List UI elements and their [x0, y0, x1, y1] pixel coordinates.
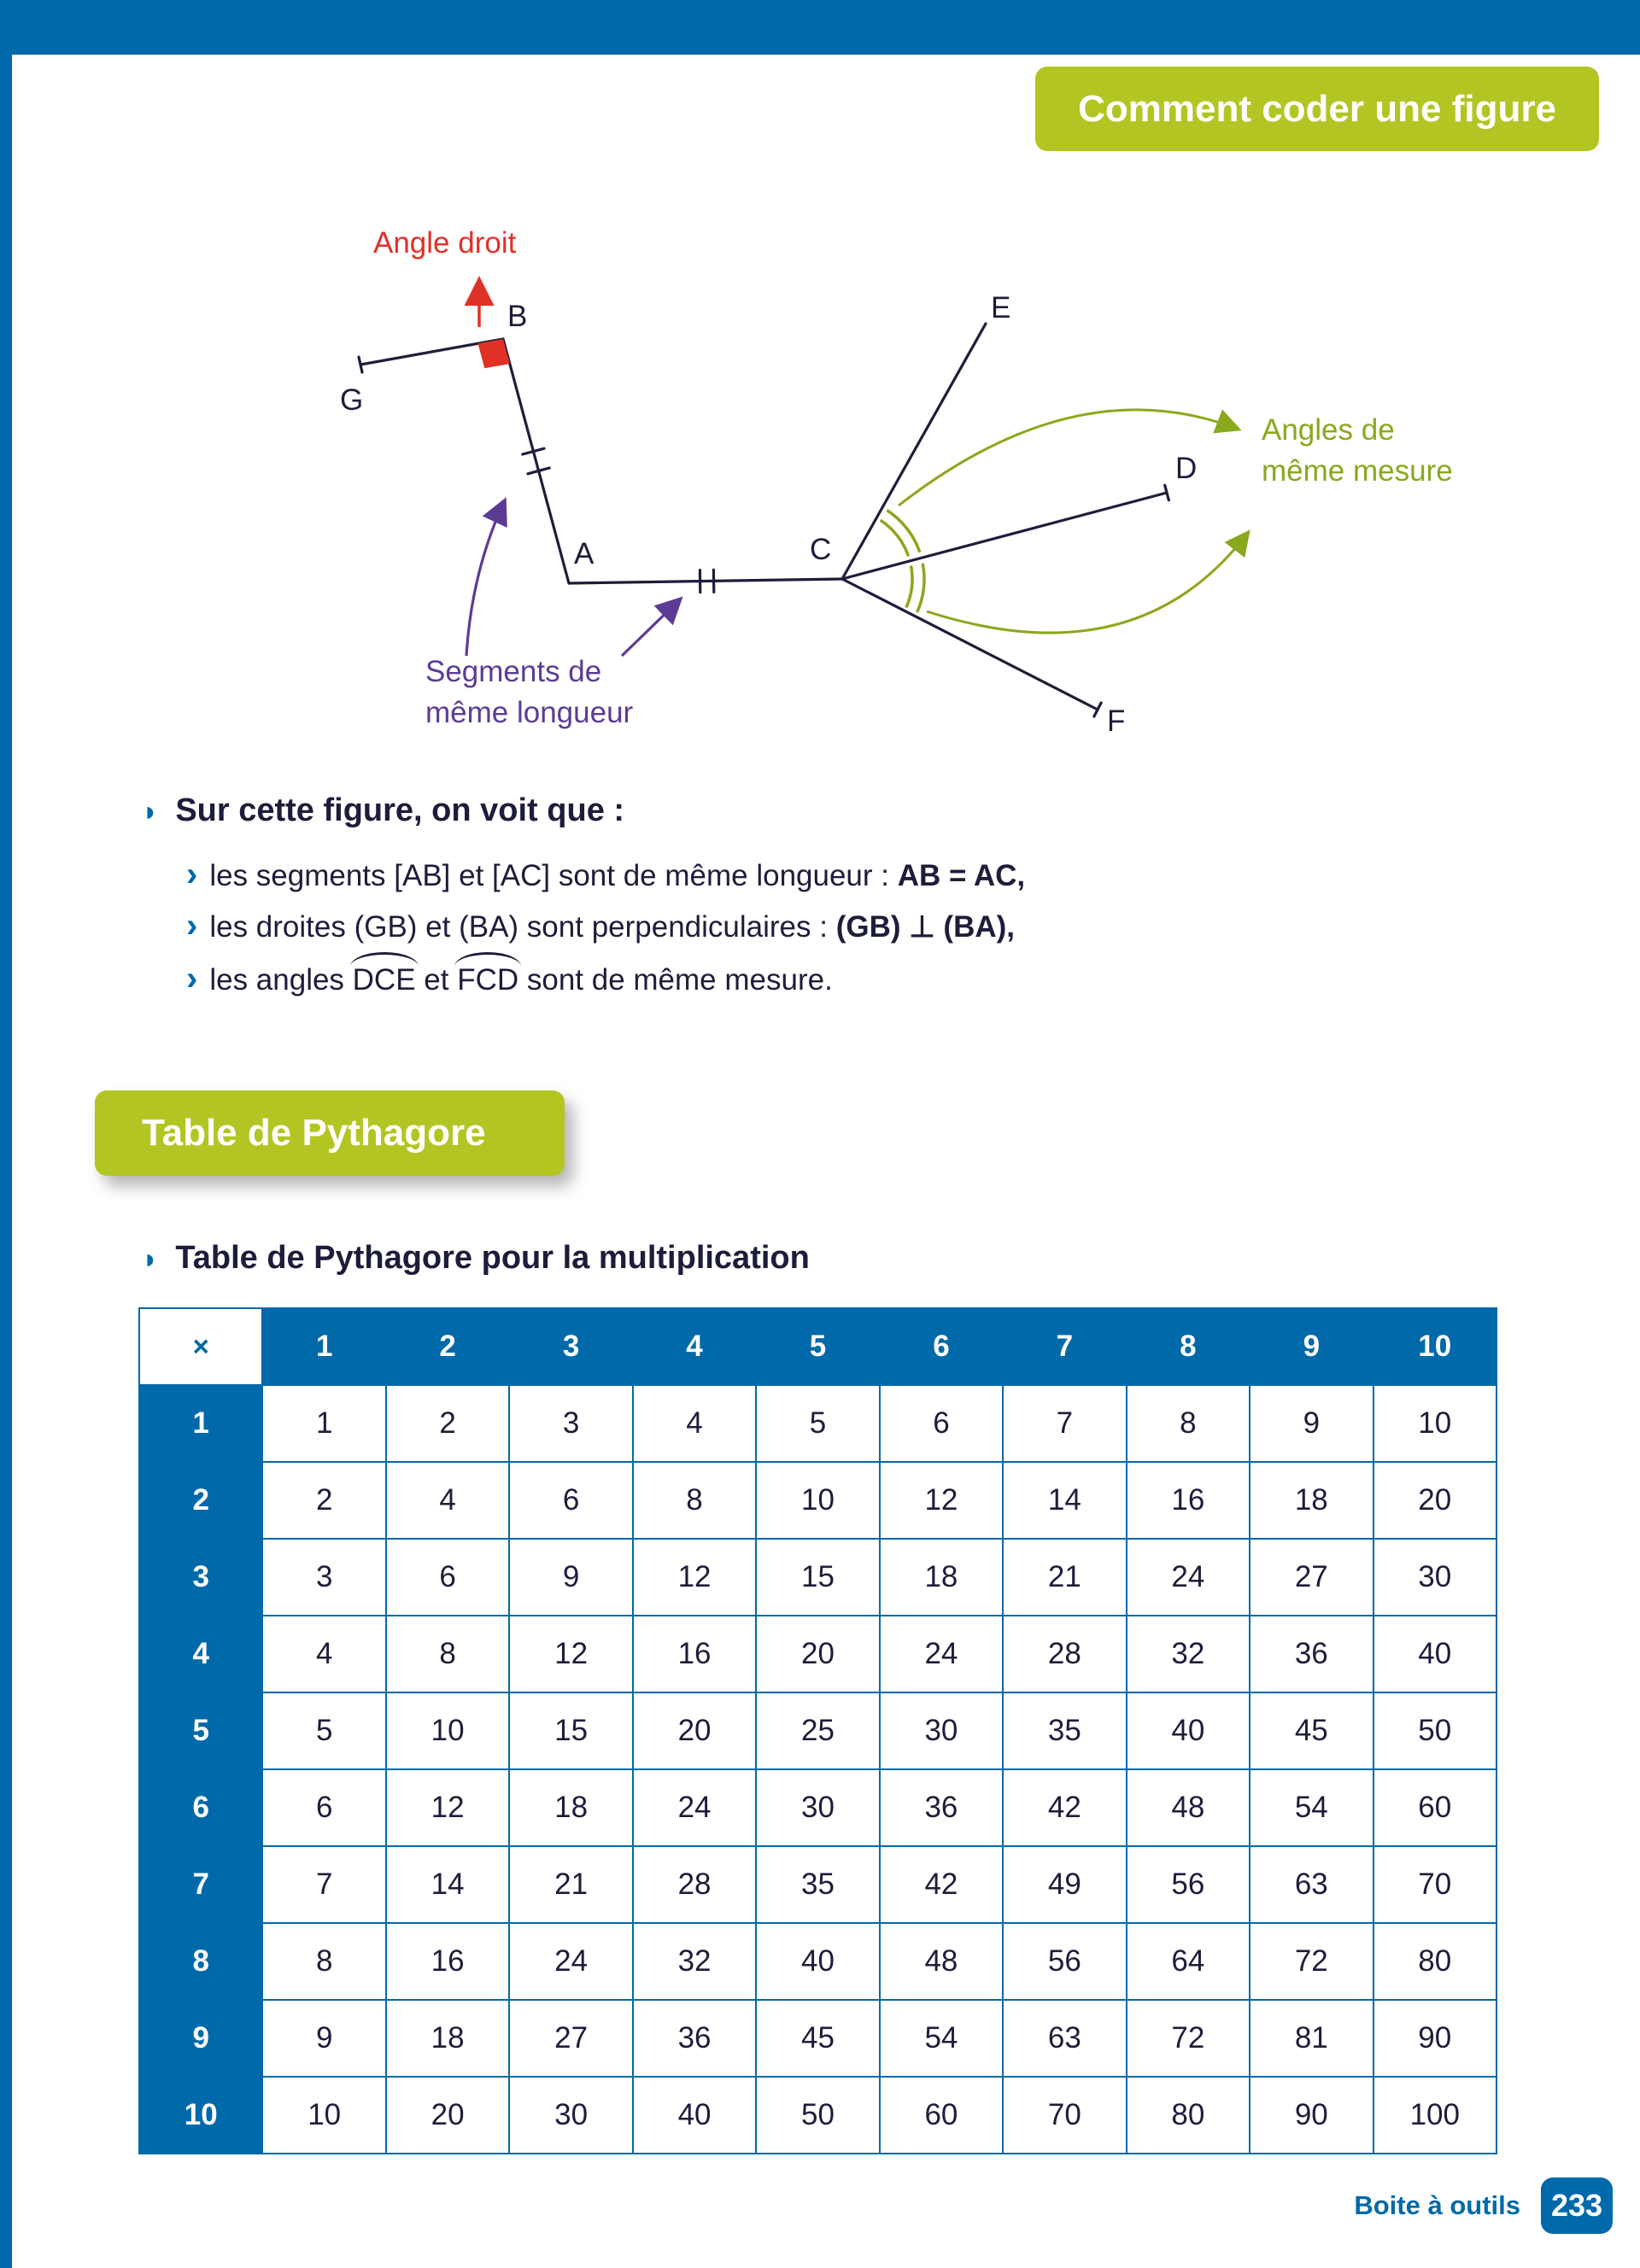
table-row-header: 7: [139, 1846, 262, 1923]
table-cell: 10: [756, 1462, 879, 1539]
table-cell: 12: [386, 1769, 509, 1846]
table-cell: 50: [1374, 1692, 1496, 1769]
table-cell: 15: [509, 1692, 632, 1769]
table-col-header: 4: [633, 1308, 756, 1385]
table-cell: 10: [1374, 1385, 1496, 1462]
footer-label: Boite à outils: [1354, 2190, 1520, 2220]
table-cell: 45: [1250, 1692, 1373, 1769]
table-cell: 80: [1127, 2077, 1250, 2154]
point-label-d: D: [1175, 452, 1198, 485]
table-cell: 4: [262, 1616, 385, 1692]
table-cell: 8: [386, 1616, 509, 1692]
table-cell: 20: [386, 2077, 509, 2154]
chevron-icon: ›: [186, 907, 198, 944]
table-header-row: [139, 1308, 1496, 1385]
table-body: [139, 1385, 1496, 2154]
table-cell: 18: [880, 1539, 1003, 1616]
table-cell: 70: [1374, 1846, 1496, 1923]
table-row-header: 1: [139, 1385, 262, 1462]
table-row: [139, 1616, 1496, 1692]
chevron-icon: ›: [186, 856, 198, 893]
table-cell: 12: [880, 1462, 1003, 1539]
table-cell: 50: [756, 2077, 879, 2154]
point-label-g: G: [340, 383, 364, 417]
equal-angle-arrows: [899, 410, 1247, 633]
table-cell: 70: [1003, 2077, 1126, 2154]
observation-formula: (GB) ⊥ (BA),: [835, 910, 1016, 944]
table-cell: 56: [1003, 1923, 1126, 2000]
table-col-header: 1: [262, 1308, 385, 1385]
table-cell: 54: [880, 2000, 1003, 2077]
table-cell: 60: [1374, 1769, 1496, 1846]
table-cell: 54: [1250, 1769, 1373, 1846]
equal-angle-arcs: [881, 511, 924, 613]
table-cell: 60: [880, 2077, 1003, 2154]
table-cell: 20: [633, 1692, 756, 1769]
table-cell: 24: [880, 1616, 1003, 1692]
geometry-figure: [0, 0, 1640, 769]
equal-segments-label-line1: Segments de: [425, 655, 602, 688]
table-col-header: 6: [880, 1308, 1003, 1385]
table-cell: 7: [1003, 1385, 1126, 1462]
table-cell: 8: [1127, 1385, 1250, 1462]
pythagore-badge-label: Table de Pythagore: [142, 1112, 486, 1154]
page-number: 233: [1550, 2188, 1603, 2223]
observation-item-1: [186, 856, 1025, 894]
observation-text: les droites (GB) et (BA) sont perpendiculaires :: [209, 910, 836, 944]
table-cell: 14: [1003, 1462, 1126, 1539]
equal-segment-arrows: [466, 502, 679, 656]
table-cell: 9: [262, 2000, 385, 2077]
table-cell: 36: [633, 2000, 756, 2077]
table-cell: 16: [1127, 1462, 1250, 1539]
table-cell: 35: [1003, 1692, 1126, 1769]
observation-item-3: [186, 960, 833, 998]
table-cell: 5: [262, 1692, 385, 1769]
table-cell: 64: [1127, 1923, 1250, 2000]
table-row-header: 2: [139, 1462, 262, 1539]
table-cell: 10: [386, 1692, 509, 1769]
table-cell: 27: [1250, 1539, 1373, 1616]
table-cell: 90: [1374, 2000, 1496, 2077]
table-cell: 6: [386, 1539, 509, 1616]
table-cell: 90: [1250, 2077, 1373, 2154]
table-corner-cell: ×: [139, 1308, 262, 1385]
table-cell: 72: [1127, 2000, 1250, 2077]
point-label-e: E: [991, 291, 1011, 324]
table-cell: 30: [880, 1692, 1003, 1769]
table-cell: 3: [262, 1539, 385, 1616]
table-row: [139, 1539, 1496, 1616]
pythagore-table: [138, 1307, 1497, 2154]
table-row: [139, 1923, 1496, 2000]
table-cell: 6: [509, 1462, 632, 1539]
table-cell: 45: [756, 2000, 879, 2077]
table-cell: 48: [880, 1923, 1003, 2000]
table-cell: 72: [1250, 1923, 1373, 2000]
table-cell: 18: [386, 2000, 509, 2077]
table-row-header: 10: [139, 2077, 262, 2154]
table-cell: 28: [633, 1846, 756, 1923]
observations-intro-row: [142, 792, 624, 829]
table-cell: 16: [633, 1616, 756, 1692]
table-col-header: 10: [1374, 1308, 1496, 1385]
table-cell: 63: [1250, 1846, 1373, 1923]
table-cell: 24: [509, 1923, 632, 2000]
table-row: [139, 1846, 1496, 1923]
table-cell: 9: [509, 1539, 632, 1616]
table-row: [139, 2077, 1496, 2154]
table-cell: 42: [1003, 1769, 1126, 1846]
table-cell: 30: [756, 1769, 879, 1846]
table-row-header: 4: [139, 1616, 262, 1692]
table-cell: 4: [633, 1385, 756, 1462]
angle-name-dce: DCE: [352, 963, 416, 997]
observations-intro: Sur cette figure, on voit que :: [175, 792, 625, 828]
table-cell: 2: [262, 1462, 385, 1539]
table-cell: 32: [1127, 1616, 1250, 1692]
table-cell: 28: [1003, 1616, 1126, 1692]
table-col-header: 9: [1250, 1308, 1373, 1385]
point-label-a: A: [574, 537, 594, 570]
section-title: Comment coder une figure: [1078, 87, 1556, 130]
table-cell: 21: [509, 1846, 632, 1923]
table-cell: 40: [1127, 1692, 1250, 1769]
chevron-icon: ›: [186, 960, 198, 997]
table-cell: 10: [262, 2077, 385, 2154]
table-cell: 81: [1250, 2000, 1373, 2077]
table-col-header: 3: [509, 1308, 632, 1385]
pythagore-subtitle: Table de Pythagore pour la multiplication: [175, 1240, 810, 1276]
table-cell: 24: [1127, 1539, 1250, 1616]
table-cell: 14: [386, 1846, 509, 1923]
table-row-header: 6: [139, 1769, 262, 1846]
pythagore-badge: [95, 1090, 565, 1176]
table-cell: 63: [1003, 2000, 1126, 2077]
table-cell: 49: [1003, 1846, 1126, 1923]
table-row: [139, 1385, 1496, 1462]
table-cell: 30: [509, 2077, 632, 2154]
point-label-f: F: [1107, 704, 1126, 738]
table-row: [139, 2000, 1496, 2077]
table-col-header: 2: [386, 1308, 509, 1385]
table-cell: 6: [880, 1385, 1003, 1462]
table-cell: 21: [1003, 1539, 1126, 1616]
observation-text: sont de même mesure.: [518, 963, 833, 997]
table-cell: 12: [509, 1616, 632, 1692]
table-cell: 80: [1374, 1923, 1496, 2000]
table-cell: 8: [633, 1462, 756, 1539]
observation-formula: AB = AC,: [897, 859, 1026, 892]
table-cell: 9: [1250, 1385, 1373, 1462]
table-col-header: 5: [756, 1308, 879, 1385]
table-row: [139, 1769, 1496, 1846]
table-cell: 15: [756, 1539, 879, 1616]
table-cell: 1: [262, 1385, 385, 1462]
observation-item-2: [186, 907, 1015, 945]
table-cell: 25: [756, 1692, 879, 1769]
bullet-icon: ◗: [142, 1243, 159, 1274]
table-col-header: 7: [1003, 1308, 1126, 1385]
table-row-header: 5: [139, 1692, 262, 1769]
equal-angles-label-line2: même mesure: [1262, 454, 1453, 488]
equal-angles-label-line1: Angles de: [1262, 413, 1395, 447]
table-row-header: 8: [139, 1923, 262, 2000]
table-cell: 35: [756, 1846, 879, 1923]
table-cell: 40: [756, 1923, 879, 2000]
table-cell: 4: [386, 1462, 509, 1539]
table-cell: 16: [386, 1923, 509, 2000]
angle-name-fcd: FCD: [457, 963, 519, 997]
point-label-c: C: [810, 533, 832, 566]
table-cell: 100: [1374, 2077, 1496, 2154]
table-cell: 24: [633, 1769, 756, 1846]
page-number-badge: [1541, 2177, 1613, 2234]
observation-text: les angles: [209, 963, 353, 997]
table-cell: 32: [633, 1923, 756, 2000]
table-cell: 40: [633, 2077, 756, 2154]
observation-text: les segments [AB] et [AC] sont de même longueur :: [209, 859, 898, 892]
right-angle-label: Angle droit: [373, 226, 517, 260]
pythagore-subtitle-row: [142, 1240, 810, 1277]
table-cell: 27: [509, 2000, 632, 2077]
point-label-b: B: [507, 300, 528, 333]
table-cell: 42: [880, 1846, 1003, 1923]
equal-segments-label-line2: même longueur: [425, 696, 634, 729]
table-cell: 48: [1127, 1769, 1250, 1846]
table-cell: 56: [1127, 1846, 1250, 1923]
table-cell: 2: [386, 1385, 509, 1462]
table-cell: 20: [1374, 1462, 1496, 1539]
table-cell: 18: [509, 1769, 632, 1846]
table-row-header: 3: [139, 1539, 262, 1616]
table-cell: 3: [509, 1385, 632, 1462]
table-cell: 20: [756, 1616, 879, 1692]
table-cell: 7: [262, 1846, 385, 1923]
bullet-icon: ◗: [142, 796, 159, 827]
table-cell: 18: [1250, 1462, 1373, 1539]
observation-text: et: [415, 963, 458, 997]
table-cell: 8: [262, 1923, 385, 2000]
table-row-header: 9: [139, 2000, 262, 2077]
table-row: [139, 1692, 1496, 1769]
table-cell: 12: [633, 1539, 756, 1616]
table-row: [139, 1462, 1496, 1539]
table-col-header: 8: [1127, 1308, 1250, 1385]
table-cell: 36: [880, 1769, 1003, 1846]
page-footer: [1354, 2177, 1613, 2234]
table-cell: 40: [1374, 1616, 1496, 1692]
table-cell: 30: [1374, 1539, 1496, 1616]
table-cell: 36: [1250, 1616, 1373, 1692]
table-cell: 5: [756, 1385, 879, 1462]
table-cell: 6: [262, 1769, 385, 1846]
